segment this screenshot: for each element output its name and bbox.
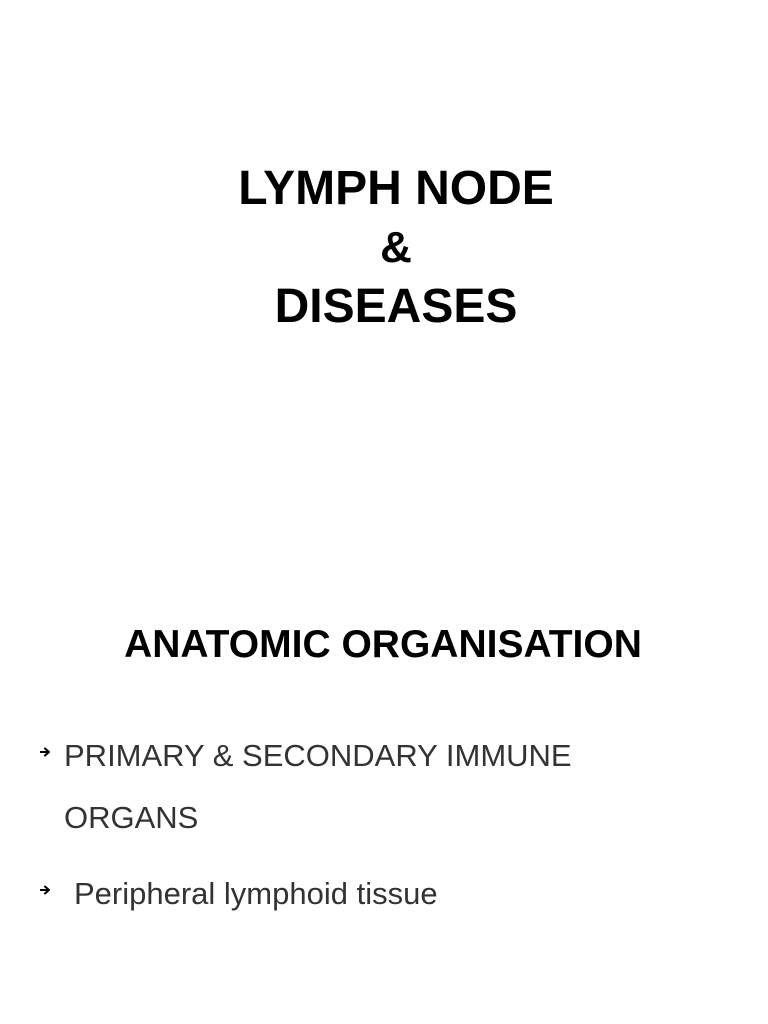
section-heading: ANATOMIC ORGANISATION [124,623,642,666]
arrow-bullet-icon [40,885,52,895]
title-line-3: DISEASES [274,280,518,333]
bullet-item-1: PRIMARY & SECONDARY IMMUNE ORGANS [64,738,572,835]
title-line-2: & [380,223,412,272]
slide-title [0,160,768,336]
bullet-item-2: Peripheral lymphoid tissue [74,876,438,911]
title-line-1: LYMPH NODE [238,162,554,215]
arrow-bullet-icon [40,747,52,757]
